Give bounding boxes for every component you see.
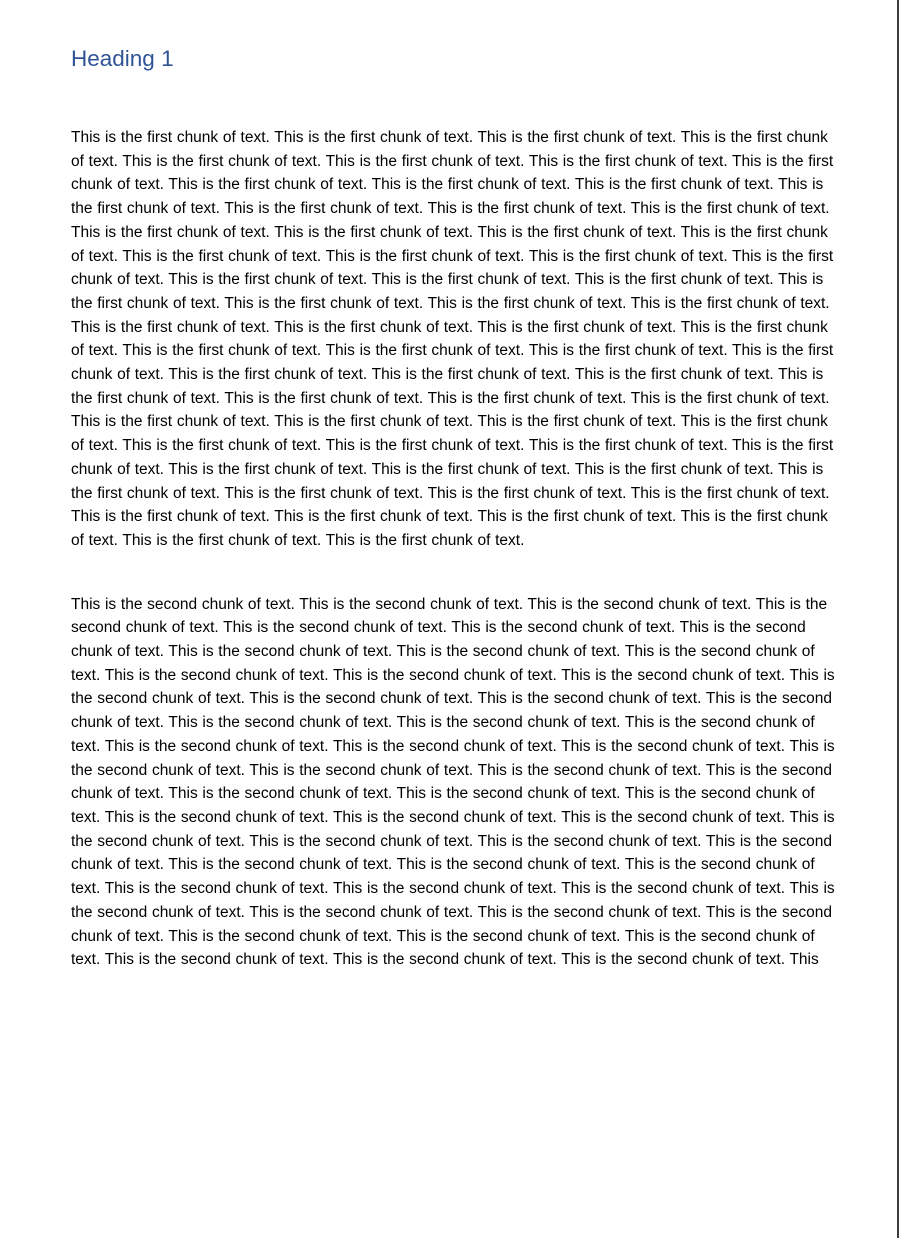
paragraph-second-chunk: This is the second chunk of text. This is the second chunk of text. This is the second chunk of text. This is the second chunk of text. This is the second chunk of text. This is the second chunk of text. This is the second chunk of text. This is the second chunk of text. This is the second chunk of text. This is the second chunk of text. This is the second chunk of text. This is the second chunk of text. This is the second chunk of text. This is the second chunk of text. This is the second chunk of text. This is the second chunk of text. This is the second chunk of text. This is the second chunk of text. This is the second chunk of text. This is the second chunk of text. This is the second chunk of text. This is the second chunk of text. This is the second chunk of text. This is the second chunk of text. This is the second chunk of text. This is the second chunk of text. This is the second chunk of text. This is the second chunk of text. This is the second chunk of text. This is the second chunk of text. This is the second chunk of text. This is the second chunk of text. This is the second chunk of text. This is the second chunk of text. This is the second chunk of text. This is the second chunk of text. This is the second chunk of text. This is the second chunk of text. This is the second chunk of text. This is the second chunk of text. This is the second chunk of text. This is the second chunk of text. This is the second chunk of text. This is the second chunk of text. This is the second chunk of text. This is the second chunk of text. This is the second chunk of text. This is the second chunk of text. This is the second chunk of text. This is the second chunk of text. This is the second chunk of text. This is the second chunk of text. This is the second chunk of text. This [71, 595, 835, 969]
document-heading: Heading 1 [71, 46, 174, 71]
paragraph-first-chunk: This is the first chunk of text. This is the first chunk of text. This is the first chunk of text. This is the first chunk of text. This is the first chunk of text. This is the first chunk of text. This is the first chunk of text. This is the first chunk of text. This is the first chunk of text. This is the first chunk of text. This is the first chunk of text. This is the first chunk of text. This is the first chunk of text. This is the first chunk of text. This is the first chunk of text. This is the first chunk of text. This is the first chunk of text. This is the first chunk of text. This is the first chunk of text. This is the first chunk of text. This is the first chunk of text. This is the first chunk of text. This is the first chunk of text. This is the first chunk of text. This is the first chunk of text. This is the first chunk of text. This is the first chunk of text. This is the first chunk of text. This is the first chunk of text. This is the first chunk of text. This is the first chunk of text. This is the first chunk of text. This is the first chunk of text. This is the first chunk of text. This is the first chunk of text. This is the first chunk of text. This is the first chunk of text. This is the first chunk of text. This is the first chunk of text. This is the first chunk of text. This is the first chunk of text. This is the first chunk of text. This is the first chunk of text. This is the first chunk of text. This is the first chunk of text. This is the first chunk of text. This is the first chunk of text. This is the first chunk of text. This is the first chunk of text. This is the first chunk of text. This is the first chunk of text. This is the first chunk of text. This is the first chunk of text. This is the first chunk of text. This is the first chunk of text. This is the first chunk of text. This is the first chunk of text. This is the first chunk of text. This is the first chunk of text. This is the first chunk of text. This is the first chunk of text. This is the first chunk of text. This is the first chunk of text. This is the first chunk of text. This is the first chunk of text. This is the first chunk of text. [71, 129, 834, 549]
document-content [71, 0, 838, 972]
page-right-edge-line [897, 0, 899, 1238]
